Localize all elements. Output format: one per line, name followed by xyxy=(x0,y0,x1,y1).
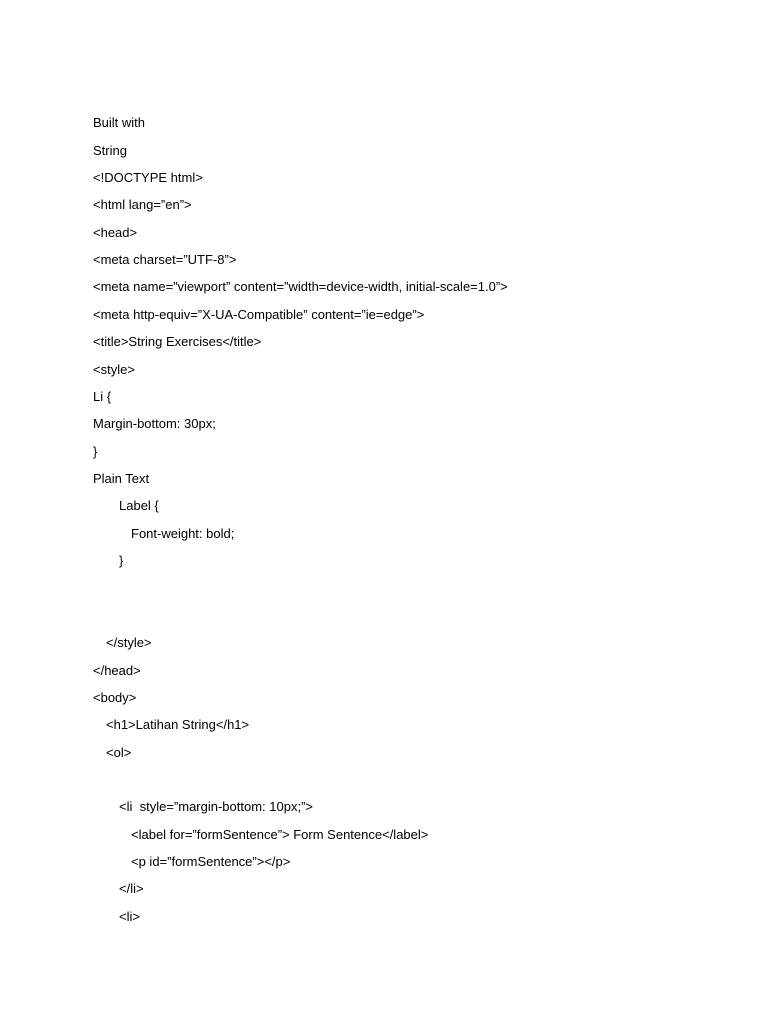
text-line: <label for=”formSentence”> Form Sentence</label> xyxy=(131,827,429,842)
text-line: </head> xyxy=(93,663,141,678)
text-line: Built with xyxy=(93,115,146,130)
text-line: <p id=”formSentence”></p> xyxy=(131,854,291,869)
text-line: <meta http-equiv=”X-UA-Compatible” content=”ie=edge”> xyxy=(93,307,425,322)
text-line: <body> xyxy=(93,690,137,705)
text-line: <style> xyxy=(93,362,135,377)
text-line: <li style=”margin-bottom: 10px;”> xyxy=(119,799,313,814)
text-line: <title>String Exercises</title> xyxy=(93,334,262,349)
text-line: <meta name=”viewport” content=”width=device-width, initial-scale=1.0”> xyxy=(93,279,508,294)
text-line: Label { xyxy=(119,498,159,513)
text-line: } xyxy=(119,553,124,568)
text-line: <meta charset=”UTF-8”> xyxy=(93,252,237,267)
text-line: Margin-bottom: 30px; xyxy=(93,416,216,431)
text-line: <!DOCTYPE html> xyxy=(93,170,203,185)
text-line: Li { xyxy=(93,389,112,404)
text-line: <ol> xyxy=(106,745,132,760)
text-line: <head> xyxy=(93,225,138,240)
text-line: <li> xyxy=(119,909,140,924)
text-line: <h1>Latihan String</h1> xyxy=(106,717,250,732)
text-line: </style> xyxy=(106,635,152,650)
text-line: Plain Text xyxy=(93,471,150,486)
text-line: <html lang=”en”> xyxy=(93,197,192,212)
text-line: </li> xyxy=(119,881,144,896)
text-line: Font-weight: bold; xyxy=(131,526,235,541)
text-line: } xyxy=(93,444,98,459)
text-line: String xyxy=(93,143,127,158)
